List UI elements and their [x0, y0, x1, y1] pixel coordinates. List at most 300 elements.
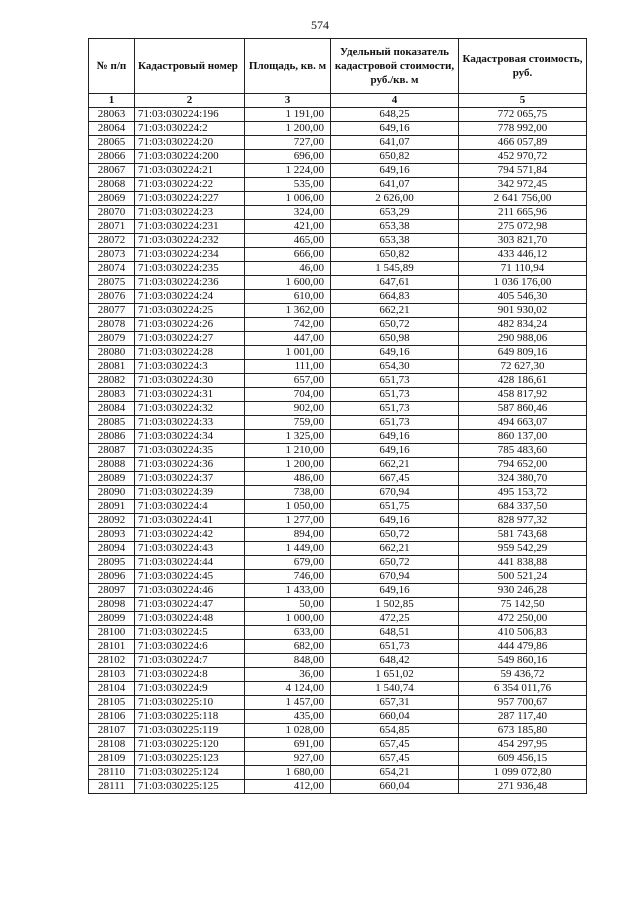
cadastral-number-cell: 71:03:030224:46 — [135, 584, 245, 598]
cadastral-number-cell: 71:03:030225:124 — [135, 766, 245, 780]
row-number-cell: 28069 — [89, 192, 135, 206]
area-cell: 447,00 — [245, 332, 331, 346]
cadastral-value-cell: 828 977,32 — [459, 514, 587, 528]
cadastral-number-cell: 71:03:030224:6 — [135, 640, 245, 654]
header-specific-value: Удельный показатель кадастровой стоимости, руб./кв. м — [331, 39, 459, 94]
cadastral-value-cell: 794 571,84 — [459, 164, 587, 178]
area-cell: 682,00 — [245, 640, 331, 654]
cadastral-value-cell: 444 479,86 — [459, 640, 587, 654]
cadastral-value-cell: 901 930,02 — [459, 304, 587, 318]
area-cell: 633,00 — [245, 626, 331, 640]
table-row — [89, 108, 587, 122]
table-row — [89, 584, 587, 598]
specific-value-cell: 657,45 — [331, 738, 459, 752]
area-cell: 759,00 — [245, 416, 331, 430]
area-cell: 1 200,00 — [245, 458, 331, 472]
cadastral-number-cell: 71:03:030224:41 — [135, 514, 245, 528]
cadastral-number-cell: 71:03:030224:8 — [135, 668, 245, 682]
row-number-cell: 28079 — [89, 332, 135, 346]
cadastral-number-cell: 71:03:030224:31 — [135, 388, 245, 402]
cadastral-number-cell: 71:03:030224:5 — [135, 626, 245, 640]
cadastral-value-cell: 959 542,29 — [459, 542, 587, 556]
table-row — [89, 696, 587, 710]
row-number-cell: 28108 — [89, 738, 135, 752]
cadastral-value-cell: 71 110,94 — [459, 262, 587, 276]
cadastral-number-cell: 71:03:030224:37 — [135, 472, 245, 486]
specific-value-cell: 650,72 — [331, 528, 459, 542]
cadastral-value-cell: 587 860,46 — [459, 402, 587, 416]
cadastral-number-cell: 71:03:030224:48 — [135, 612, 245, 626]
cadastral-value-cell: 433 446,12 — [459, 248, 587, 262]
specific-value-cell: 650,98 — [331, 332, 459, 346]
specific-value-cell: 654,85 — [331, 724, 459, 738]
area-cell: 666,00 — [245, 248, 331, 262]
column-number-1: 1 — [89, 94, 135, 108]
specific-value-cell: 650,82 — [331, 150, 459, 164]
table-row — [89, 206, 587, 220]
cadastral-number-cell: 71:03:030224:235 — [135, 262, 245, 276]
cadastral-number-cell: 71:03:030224:200 — [135, 150, 245, 164]
cadastral-value-cell: 1 099 072,80 — [459, 766, 587, 780]
cadastral-number-cell: 71:03:030224:4 — [135, 500, 245, 514]
specific-value-cell: 657,45 — [331, 752, 459, 766]
area-cell: 324,00 — [245, 206, 331, 220]
header-cadastral-number: Кадастровый номер — [135, 39, 245, 94]
cadastral-value-cell: 684 337,50 — [459, 500, 587, 514]
cadastral-number-cell: 71:03:030224:22 — [135, 178, 245, 192]
area-cell: 435,00 — [245, 710, 331, 724]
column-number-5: 5 — [459, 94, 587, 108]
cadastral-number-cell: 71:03:030224:25 — [135, 304, 245, 318]
specific-value-cell: 648,42 — [331, 654, 459, 668]
specific-value-cell: 649,16 — [331, 514, 459, 528]
specific-value-cell: 1 545,89 — [331, 262, 459, 276]
page-number: 574 — [311, 18, 329, 32]
specific-value-cell: 657,31 — [331, 696, 459, 710]
cadastral-value-cell: 405 546,30 — [459, 290, 587, 304]
specific-value-cell: 649,16 — [331, 444, 459, 458]
row-number-cell: 28066 — [89, 150, 135, 164]
cadastral-value-cell: 549 860,16 — [459, 654, 587, 668]
row-number-cell: 28091 — [89, 500, 135, 514]
area-cell: 1 050,00 — [245, 500, 331, 514]
cadastral-value-cell: 428 186,61 — [459, 374, 587, 388]
table-row — [89, 780, 587, 794]
cadastral-number-cell: 71:03:030224:9 — [135, 682, 245, 696]
table-row — [89, 486, 587, 500]
cadastral-value-cell: 303 821,70 — [459, 234, 587, 248]
cadastral-value-cell: 275 072,98 — [459, 220, 587, 234]
cadastral-number-cell: 71:03:030224:47 — [135, 598, 245, 612]
cadastral-number-cell: 71:03:030224:236 — [135, 276, 245, 290]
area-cell: 465,00 — [245, 234, 331, 248]
area-cell: 111,00 — [245, 360, 331, 374]
specific-value-cell: 660,04 — [331, 780, 459, 794]
row-number-cell: 28072 — [89, 234, 135, 248]
specific-value-cell: 653,29 — [331, 206, 459, 220]
cadastral-number-cell: 71:03:030224:42 — [135, 528, 245, 542]
row-number-cell: 28107 — [89, 724, 135, 738]
cadastral-number-cell: 71:03:030224:39 — [135, 486, 245, 500]
row-number-cell: 28084 — [89, 402, 135, 416]
area-cell: 657,00 — [245, 374, 331, 388]
table-row — [89, 430, 587, 444]
area-cell: 1 680,00 — [245, 766, 331, 780]
table-row — [89, 458, 587, 472]
area-cell: 1 224,00 — [245, 164, 331, 178]
table-row — [89, 472, 587, 486]
cadastral-number-cell: 71:03:030224:7 — [135, 654, 245, 668]
specific-value-cell: 472,25 — [331, 612, 459, 626]
row-number-cell: 28080 — [89, 346, 135, 360]
cadastral-number-cell: 71:03:030224:24 — [135, 290, 245, 304]
area-cell: 1 325,00 — [245, 430, 331, 444]
specific-value-cell: 1 540,74 — [331, 682, 459, 696]
column-number-4: 4 — [331, 94, 459, 108]
cadastral-value-cell: 72 627,30 — [459, 360, 587, 374]
specific-value-cell: 649,16 — [331, 122, 459, 136]
row-number-cell: 28099 — [89, 612, 135, 626]
table-row — [89, 374, 587, 388]
area-cell: 535,00 — [245, 178, 331, 192]
cadastral-value-cell: 772 065,75 — [459, 108, 587, 122]
cadastral-number-cell: 71:03:030225:118 — [135, 710, 245, 724]
table-row — [89, 262, 587, 276]
specific-value-cell: 1 502,85 — [331, 598, 459, 612]
table-row — [89, 248, 587, 262]
area-cell: 742,00 — [245, 318, 331, 332]
specific-value-cell: 670,94 — [331, 570, 459, 584]
row-number-cell: 28094 — [89, 542, 135, 556]
cadastral-number-cell: 71:03:030224:21 — [135, 164, 245, 178]
specific-value-cell: 647,61 — [331, 276, 459, 290]
area-cell: 746,00 — [245, 570, 331, 584]
area-cell: 1 449,00 — [245, 542, 331, 556]
cadastral-table — [88, 38, 587, 794]
cadastral-number-cell: 71:03:030224:45 — [135, 570, 245, 584]
row-number-cell: 28087 — [89, 444, 135, 458]
table-row — [89, 612, 587, 626]
table-row — [89, 388, 587, 402]
row-number-cell: 28071 — [89, 220, 135, 234]
area-cell: 679,00 — [245, 556, 331, 570]
row-number-cell: 28085 — [89, 416, 135, 430]
table-row — [89, 528, 587, 542]
area-cell: 1 006,00 — [245, 192, 331, 206]
table-row — [89, 724, 587, 738]
table-row — [89, 178, 587, 192]
cadastral-value-cell: 441 838,88 — [459, 556, 587, 570]
table-row — [89, 290, 587, 304]
table-row — [89, 668, 587, 682]
table-row — [89, 346, 587, 360]
row-number-cell: 28089 — [89, 472, 135, 486]
cadastral-value-cell: 957 700,67 — [459, 696, 587, 710]
cadastral-number-cell: 71:03:030224:227 — [135, 192, 245, 206]
area-cell: 1 000,00 — [245, 612, 331, 626]
row-number-cell: 28076 — [89, 290, 135, 304]
cadastral-value-cell: 673 185,80 — [459, 724, 587, 738]
cadastral-number-cell: 71:03:030224:232 — [135, 234, 245, 248]
row-number-cell: 28093 — [89, 528, 135, 542]
table-row — [89, 304, 587, 318]
specific-value-cell: 651,73 — [331, 416, 459, 430]
area-cell: 927,00 — [245, 752, 331, 766]
cadastral-number-cell: 71:03:030224:20 — [135, 136, 245, 150]
specific-value-cell: 650,72 — [331, 556, 459, 570]
row-number-cell: 28082 — [89, 374, 135, 388]
specific-value-cell: 649,16 — [331, 584, 459, 598]
table-row — [89, 654, 587, 668]
row-number-cell: 28067 — [89, 164, 135, 178]
cadastral-value-cell: 342 972,45 — [459, 178, 587, 192]
row-number-cell: 28098 — [89, 598, 135, 612]
table-row — [89, 500, 587, 514]
table-body — [89, 108, 587, 794]
cadastral-value-cell: 75 142,50 — [459, 598, 587, 612]
row-number-cell: 28063 — [89, 108, 135, 122]
area-cell: 1 191,00 — [245, 108, 331, 122]
specific-value-cell: 648,25 — [331, 108, 459, 122]
cadastral-number-cell: 71:03:030224:23 — [135, 206, 245, 220]
row-number-cell: 28081 — [89, 360, 135, 374]
specific-value-cell: 660,04 — [331, 710, 459, 724]
area-cell: 1 457,00 — [245, 696, 331, 710]
area-cell: 1 200,00 — [245, 122, 331, 136]
specific-value-cell: 651,73 — [331, 402, 459, 416]
table-row — [89, 710, 587, 724]
cadastral-number-cell: 71:03:030224:43 — [135, 542, 245, 556]
table-row — [89, 234, 587, 248]
cadastral-value-cell: 778 992,00 — [459, 122, 587, 136]
table-row — [89, 318, 587, 332]
area-cell: 848,00 — [245, 654, 331, 668]
area-cell: 36,00 — [245, 668, 331, 682]
row-number-cell: 28104 — [89, 682, 135, 696]
cadastral-number-cell: 71:03:030225:120 — [135, 738, 245, 752]
specific-value-cell: 651,73 — [331, 388, 459, 402]
table-row — [89, 164, 587, 178]
specific-value-cell: 651,73 — [331, 640, 459, 654]
area-cell: 1 210,00 — [245, 444, 331, 458]
cadastral-value-cell: 472 250,00 — [459, 612, 587, 626]
cadastral-number-cell: 71:03:030225:119 — [135, 724, 245, 738]
specific-value-cell: 2 626,00 — [331, 192, 459, 206]
header-cadastral-value: Кадастровая стоимость, руб. — [459, 39, 587, 94]
cadastral-value-cell: 609 456,15 — [459, 752, 587, 766]
row-number-cell: 28065 — [89, 136, 135, 150]
area-cell: 902,00 — [245, 402, 331, 416]
cadastral-number-cell: 71:03:030225:125 — [135, 780, 245, 794]
specific-value-cell: 653,38 — [331, 234, 459, 248]
table-row — [89, 570, 587, 584]
specific-value-cell: 653,38 — [331, 220, 459, 234]
table-row — [89, 640, 587, 654]
area-cell: 696,00 — [245, 150, 331, 164]
cadastral-value-cell: 454 297,95 — [459, 738, 587, 752]
cadastral-value-cell: 324 380,70 — [459, 472, 587, 486]
specific-value-cell: 662,21 — [331, 458, 459, 472]
cadastral-value-cell: 466 057,89 — [459, 136, 587, 150]
area-cell: 1 600,00 — [245, 276, 331, 290]
specific-value-cell: 1 651,02 — [331, 668, 459, 682]
cadastral-number-cell: 71:03:030224:234 — [135, 248, 245, 262]
row-number-cell: 28109 — [89, 752, 135, 766]
cadastral-value-cell: 287 117,40 — [459, 710, 587, 724]
area-cell: 738,00 — [245, 486, 331, 500]
row-number-cell: 28102 — [89, 654, 135, 668]
specific-value-cell: 654,21 — [331, 766, 459, 780]
cadastral-value-cell: 290 988,06 — [459, 332, 587, 346]
table-row — [89, 150, 587, 164]
table-row — [89, 416, 587, 430]
row-number-cell: 28088 — [89, 458, 135, 472]
area-cell: 894,00 — [245, 528, 331, 542]
specific-value-cell: 641,07 — [331, 178, 459, 192]
cadastral-value-cell: 1 036 176,00 — [459, 276, 587, 290]
cadastral-number-cell: 71:03:030224:35 — [135, 444, 245, 458]
area-cell: 727,00 — [245, 136, 331, 150]
table-row — [89, 556, 587, 570]
cadastral-number-cell: 71:03:030224:36 — [135, 458, 245, 472]
table-row — [89, 626, 587, 640]
row-number-cell: 28103 — [89, 668, 135, 682]
row-number-cell: 28077 — [89, 304, 135, 318]
specific-value-cell: 648,51 — [331, 626, 459, 640]
row-number-cell: 28095 — [89, 556, 135, 570]
table-row — [89, 752, 587, 766]
area-cell: 691,00 — [245, 738, 331, 752]
table-row — [89, 542, 587, 556]
area-cell: 421,00 — [245, 220, 331, 234]
table-row — [89, 276, 587, 290]
area-cell: 412,00 — [245, 780, 331, 794]
specific-value-cell: 649,16 — [331, 430, 459, 444]
area-cell: 1 362,00 — [245, 304, 331, 318]
area-cell: 704,00 — [245, 388, 331, 402]
cadastral-number-cell: 71:03:030224:27 — [135, 332, 245, 346]
table-row — [89, 192, 587, 206]
cadastral-number-cell: 71:03:030224:34 — [135, 430, 245, 444]
cadastral-number-cell: 71:03:030224:44 — [135, 556, 245, 570]
cadastral-number-cell: 71:03:030224:33 — [135, 416, 245, 430]
row-number-cell: 28090 — [89, 486, 135, 500]
row-number-cell: 28111 — [89, 780, 135, 794]
area-cell: 46,00 — [245, 262, 331, 276]
area-cell: 4 124,00 — [245, 682, 331, 696]
cadastral-number-cell: 71:03:030224:3 — [135, 360, 245, 374]
specific-value-cell: 654,30 — [331, 360, 459, 374]
cadastral-value-cell: 271 936,48 — [459, 780, 587, 794]
table-row — [89, 738, 587, 752]
row-number-cell: 28100 — [89, 626, 135, 640]
cadastral-number-cell: 71:03:030224:196 — [135, 108, 245, 122]
cadastral-value-cell: 211 665,96 — [459, 206, 587, 220]
cadastral-value-cell: 458 817,92 — [459, 388, 587, 402]
specific-value-cell: 662,21 — [331, 542, 459, 556]
table-row — [89, 136, 587, 150]
table-row — [89, 332, 587, 346]
header-area: Площадь, кв. м — [245, 39, 331, 94]
specific-value-cell: 651,73 — [331, 374, 459, 388]
cadastral-number-cell: 71:03:030224:30 — [135, 374, 245, 388]
area-cell: 50,00 — [245, 598, 331, 612]
specific-value-cell: 641,07 — [331, 136, 459, 150]
table-row — [89, 402, 587, 416]
column-number-3: 3 — [245, 94, 331, 108]
column-number-2: 2 — [135, 94, 245, 108]
header-number: № п/п — [89, 39, 135, 94]
table-row — [89, 598, 587, 612]
cadastral-value-cell: 494 663,07 — [459, 416, 587, 430]
cadastral-value-cell: 6 354 011,76 — [459, 682, 587, 696]
cadastral-value-cell: 482 834,24 — [459, 318, 587, 332]
cadastral-number-cell: 71:03:030224:28 — [135, 346, 245, 360]
cadastral-value-cell: 452 970,72 — [459, 150, 587, 164]
row-number-cell: 28096 — [89, 570, 135, 584]
row-number-cell: 28074 — [89, 262, 135, 276]
cadastral-value-cell: 495 153,72 — [459, 486, 587, 500]
table-row — [89, 220, 587, 234]
specific-value-cell: 662,21 — [331, 304, 459, 318]
cadastral-number-cell: 71:03:030224:32 — [135, 402, 245, 416]
specific-value-cell: 664,83 — [331, 290, 459, 304]
cadastral-value-cell: 2 641 756,00 — [459, 192, 587, 206]
row-number-cell: 28073 — [89, 248, 135, 262]
row-number-cell: 28097 — [89, 584, 135, 598]
area-cell: 1 028,00 — [245, 724, 331, 738]
table-row — [89, 766, 587, 780]
cadastral-number-cell: 71:03:030225:123 — [135, 752, 245, 766]
table-row — [89, 122, 587, 136]
specific-value-cell: 650,82 — [331, 248, 459, 262]
area-cell: 486,00 — [245, 472, 331, 486]
area-cell: 610,00 — [245, 290, 331, 304]
area-cell: 1 433,00 — [245, 584, 331, 598]
row-number-cell: 28106 — [89, 710, 135, 724]
row-number-cell: 28083 — [89, 388, 135, 402]
cadastral-value-cell: 930 246,28 — [459, 584, 587, 598]
row-number-cell: 28068 — [89, 178, 135, 192]
row-number-cell: 28110 — [89, 766, 135, 780]
row-number-cell: 28075 — [89, 276, 135, 290]
cadastral-value-cell: 785 483,60 — [459, 444, 587, 458]
row-number-cell: 28105 — [89, 696, 135, 710]
table-row — [89, 682, 587, 696]
cadastral-number-cell: 71:03:030224:26 — [135, 318, 245, 332]
specific-value-cell: 651,75 — [331, 500, 459, 514]
cadastral-value-cell: 649 809,16 — [459, 346, 587, 360]
specific-value-cell: 649,16 — [331, 346, 459, 360]
specific-value-cell: 670,94 — [331, 486, 459, 500]
cadastral-value-cell: 500 521,24 — [459, 570, 587, 584]
specific-value-cell: 667,45 — [331, 472, 459, 486]
row-number-cell: 28070 — [89, 206, 135, 220]
row-number-cell: 28086 — [89, 430, 135, 444]
cadastral-value-cell: 410 506,83 — [459, 626, 587, 640]
row-number-cell: 28092 — [89, 514, 135, 528]
cadastral-value-cell: 581 743,68 — [459, 528, 587, 542]
specific-value-cell: 650,72 — [331, 318, 459, 332]
cadastral-number-cell: 71:03:030224:2 — [135, 122, 245, 136]
table-row — [89, 514, 587, 528]
area-cell: 1 001,00 — [245, 346, 331, 360]
table-row — [89, 444, 587, 458]
specific-value-cell: 649,16 — [331, 164, 459, 178]
table-row — [89, 360, 587, 374]
row-number-cell: 28101 — [89, 640, 135, 654]
row-number-cell: 28078 — [89, 318, 135, 332]
